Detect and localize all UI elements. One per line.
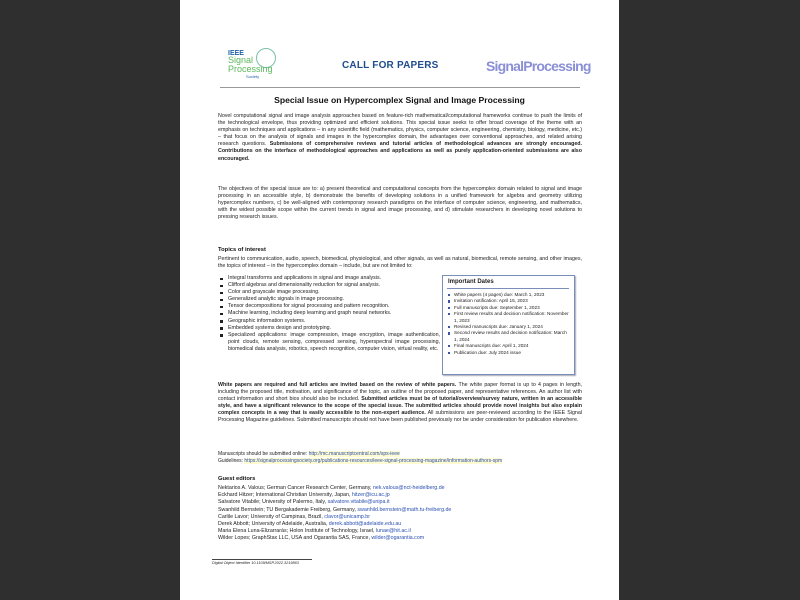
white-papers-text-2: All submissions are peer-reviewed according to the IEEE Signal Processing Magazine guidelines. Submitted manuscripts should not have been published previously nor be under consideration for publication elsewhere. [218,410,582,424]
editor-item [218,514,582,521]
editor-email-link[interactable]: hitzer@icu.ac.jp [351,492,390,499]
date-item: Full manuscripts due: September 1, 2023 [447,305,571,311]
important-dates-list [447,292,571,356]
guest-editors-list [218,485,582,543]
date-item: First review results and decision notification: November 1, 2023 [447,311,571,324]
topic-item: Geographic information systems. [218,318,440,325]
page-title: Special Issue on Hypercomplex Signal and Image Processing [274,95,525,105]
footnote-divider [212,559,312,560]
document-page [180,0,619,600]
logo-line4: Society [246,74,260,79]
editor-item [218,521,582,528]
white-papers-paragraph [218,382,582,425]
date-item: Invitation notification: April 15, 2023 [447,298,571,304]
editor-affiliation: Carlile Lavor; University of Campinas, Brazil, [218,513,323,520]
ieee-sps-logo [226,48,278,82]
white-papers-bold-1: White papers are required and full articles are invited based on the review of white papers. [218,382,457,388]
guidelines-line [218,458,582,465]
date-item: White papers (4 pages) due: March 1, 2023 [447,292,571,298]
editor-email-link[interactable]: derek.abbott@adelaide.edu.au [328,521,402,528]
editor-item [218,528,582,535]
submission-online-label: Manuscripts should be submitted online: [218,451,308,457]
editor-affiliation: Eckhard Hitzer; International Christian University, Japan, [218,492,351,499]
topic-item: Generalized analytic signals in image processing. [218,296,440,303]
editor-affiliation: Swanhild Bernstein; TU Bergakademie Freiberg, Germany, [218,506,356,513]
objectives-paragraph: The objectives of the special issue are to: a) present theoretical and computational concepts from the hypercomplex domain related to signal and image processing in an accessible style, b) demonstrate the benefits of developing solutions in a unified framework for algebra and geometry utilizing hypercomplex numbers, c) be well-aligned with contemporary research paradigms on the interface of computer science, engineering, and mathematics, with the widest possible scope within the current trends in signal and image processing, and d) stimulate researchers in developing novel solutions to pressing research issues. [218,186,582,221]
submission-online-line [218,451,582,458]
topic-item: Tensor decompositions for signal processing and pattern recognition. [218,303,440,310]
date-item: Second review results and decision notification: March 1, 2024 [447,330,571,343]
important-dates-divider [447,288,569,289]
logo-line3: Processing [228,64,273,74]
date-item: Publication due: July 2024 issue [447,350,571,356]
editor-affiliation: Wilder Lopes; GraphStax LLC, USA and Ogarantia SAS, France, [218,535,370,542]
topics-list [218,275,440,353]
guidelines-link[interactable]: https://signalprocessingsociety.org/publications-resources/ieee-signal-processing-magazine/information-authors-spm [244,458,503,465]
important-dates-box [442,275,575,375]
date-item: Revised manuscripts due: January 1, 2024 [447,324,571,330]
editor-email-link[interactable]: salvatore.vitabile@unipa.it [327,499,390,506]
guidelines-label: Guidelines: [218,458,244,465]
editor-affiliation: Maria Elena Luna-Elizarrarás; Holon Institute of Technology, Israel, [218,528,375,535]
editor-affiliation: Derek Abbott; University of Adelaide, Australia, [218,521,328,528]
guest-editors-heading: Guest editors [218,476,256,482]
editor-email-link[interactable]: swanhild.bernstein@math.tu-freiberg.de [357,506,452,513]
submission-info [218,451,582,465]
topic-item: Integral transforms and applications in signal and image analysis. [218,275,440,282]
editor-item [218,507,582,514]
intro-paragraph [218,113,582,163]
topic-item: Color and grayscale image processing. [218,289,440,296]
white-papers-text-1: The white paper format is up to 4 pages in length, including the proposed title, motivation, and significance of the topic, an outline of the proposed paper, and representative references. An author list with contact information and short bios should also be included. [218,382,582,403]
doi-footnote: Digital Object Identifier 10.1109/MSP.2022.3219863 [212,561,299,565]
important-dates-heading: Important Dates [448,279,494,285]
intro-bold-text: Submissions of comprehensive reviews and tutorial articles of methodological advances are strongly encouraged. Contributions on the interface of methodological approaches and applications as well as purely application-oriented submissions are also encouraged. [218,141,582,162]
page-header [226,48,591,82]
editor-email-link[interactable]: nek.valous@nct-heidelberg.de [372,485,445,491]
topic-item: Specialized applications: image compression, image encryption, image authentication, point clouds, remote sensing, compressed sensing, hyperspectral image processing, biomedical data analysis, robotics, speech recognition, computer vision, virtual reality, etc. [218,332,440,353]
intro-text: Novel computational signal and image analysis approaches based on feature-rich mathematical/computational frameworks continue to push the limits of the technological envelope, thus providing optimized and efficient solutions. This special issue seeks to offer broad coverage of the theme with an emphasis on techniques and applications – in any scientific field (mathematics, physics, computer science, engineering, chemistry, biology, medicine, etc.) – that focus on the analysis of signals and images in the hypercomplex domain, the advantages over conventional approaches, and related arising research questions. [218,113,582,148]
editor-email-link[interactable]: lunae@hit.ac.il [375,528,411,535]
call-for-papers-heading: CALL FOR PAPERS [342,60,439,71]
signal-processing-magazine-logo: SignalProcessing [486,58,591,74]
logo-line1: IEEE [228,50,244,57]
editor-affiliation: Salvatore Vitabile; University of Palermo, Italy, [218,499,327,506]
date-item: Final manuscripts due: April 1, 2024 [447,343,571,349]
editor-item [218,492,582,499]
topic-item: Clifford algebras and dimensionality reduction for signal analysis. [218,282,440,289]
editor-affiliation: Nektarios A. Valous; German Cancer Research Center, Germany, [218,485,372,491]
editor-item [218,535,582,542]
topics-intro: Pertinent to communication, audio, speech, biomedical, physiological, and other signals, as well as natural, biomedical, remote sensing, and other images, the topics of interest – in the hypercomplex domain – include, but are not limited to: [218,256,582,270]
editor-email-link[interactable]: clavor@unicamp.br [324,513,370,520]
white-papers-bold-2: Submitted articles must be of tutorial/overview/survey nature, written in an accessible style, and have a significant relevance to the scope of the special issue. The submitted articles should provide novel insights but also explain complex concepts in a way that is easily accessible to the non-expert audience. [218,396,582,417]
topic-item: Machine learning, including deep learning and graph neural networks. [218,310,440,317]
logo-line2: Signal [228,55,254,65]
editor-email-link[interactable]: wilder@ogarantia.com [371,535,425,542]
topic-item: Embedded systems design and prototyping. [218,325,440,332]
header-divider [220,87,580,88]
topics-heading: Topics of interest [218,247,266,253]
editor-item [218,485,582,492]
editor-item [218,499,582,506]
submission-online-link[interactable]: http://mc.manuscriptcentral.com/sps-ieee [308,451,400,457]
